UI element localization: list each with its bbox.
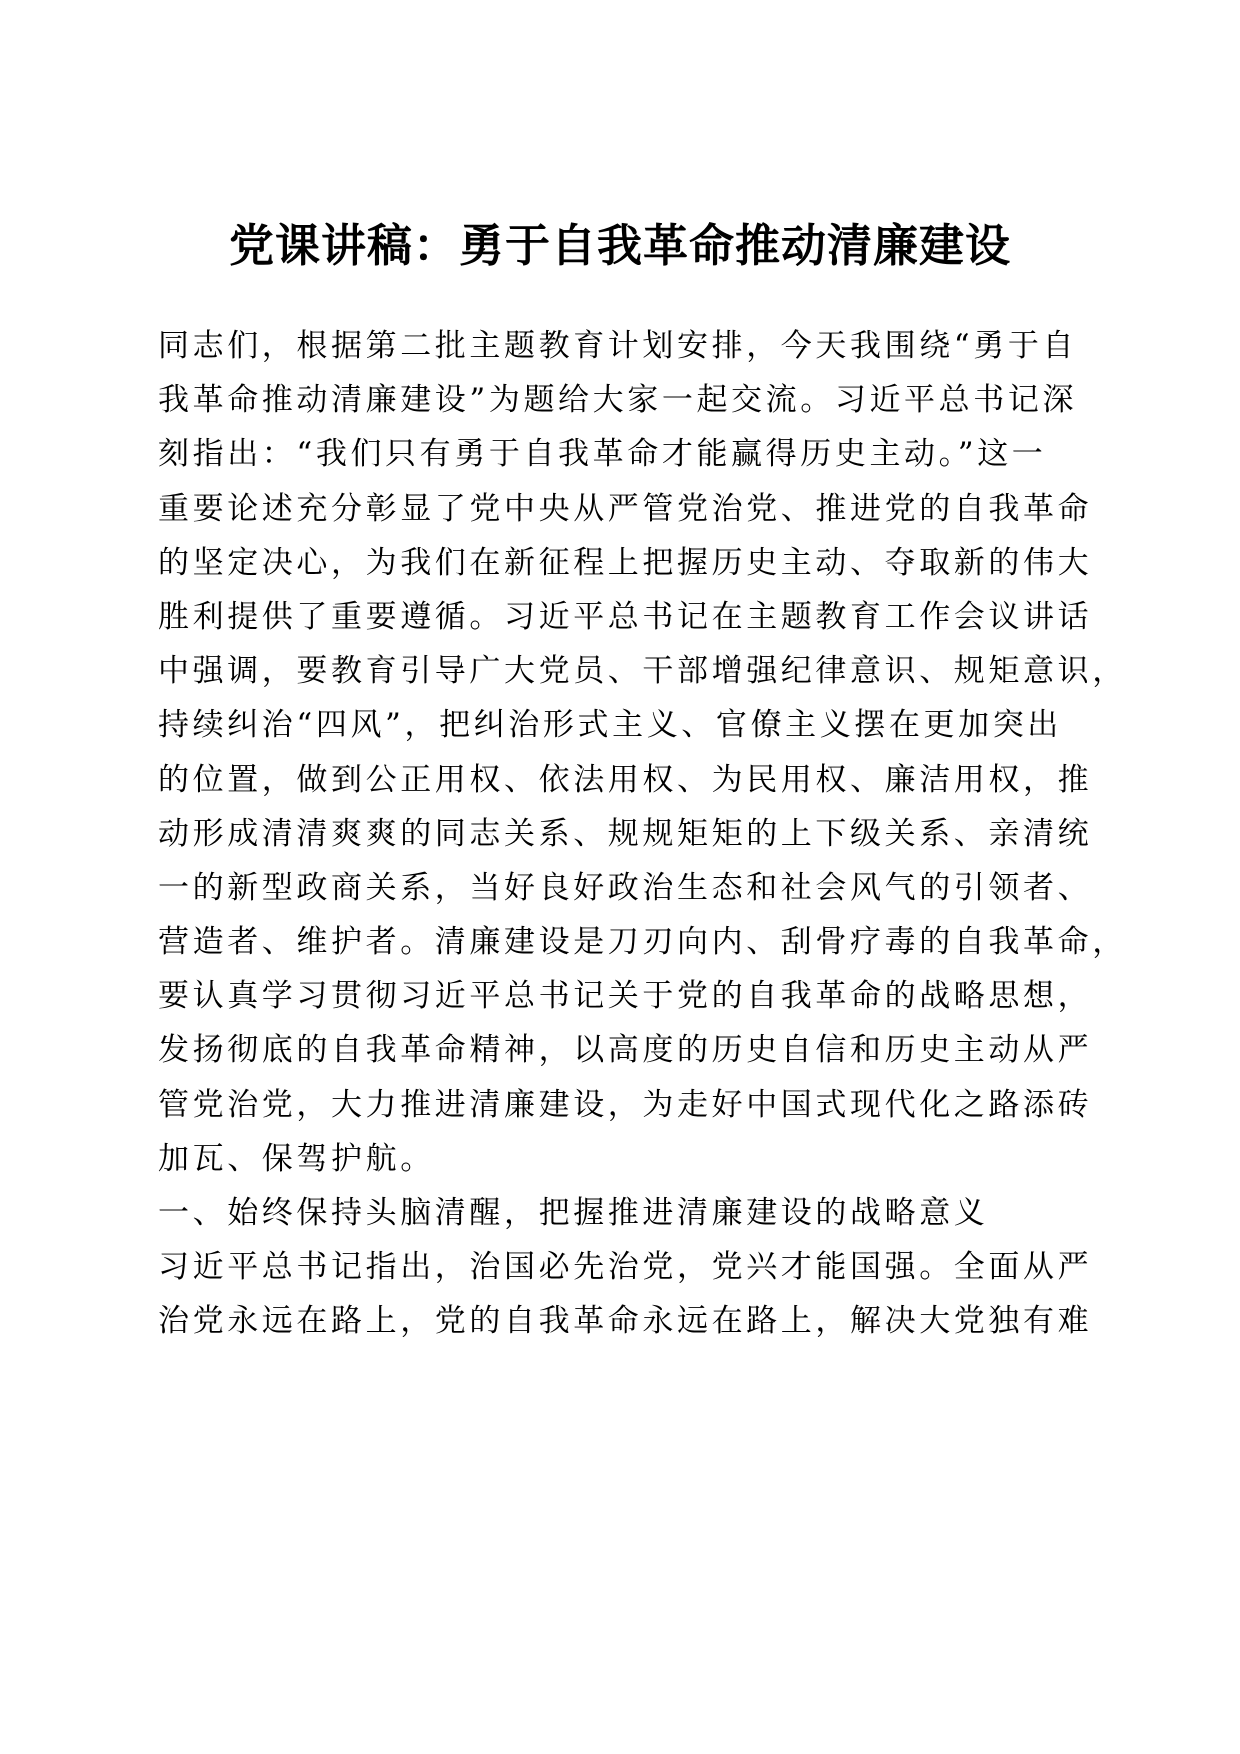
text-line: 动形成清清爽爽的同志关系、规规矩矩的上下级关系、亲清统	[158, 815, 1093, 852]
section-heading: 一、始终保持头脑清醒，把握推进清廉建设的战略意义	[158, 1195, 989, 1231]
document-body	[158, 319, 1127, 1349]
text-line: 治党永远在路上，党的自我革命永远在路上，解决大党独有难	[158, 1303, 1093, 1340]
text-line: 重要论述充分彰显了党中央从严管党治党、推进党的自我革命	[158, 490, 1093, 527]
document-title: 党课讲稿：勇于自我革命推动清廉建设	[228, 219, 1011, 272]
text-line: 胜利提供了重要遵循。习近平总书记在主题教育工作会议讲话	[158, 598, 1093, 635]
text-line: 同志们，根据第二批主题教育计划安排，今天我围绕“勇于自	[158, 328, 1078, 364]
text-line: 我革命推动清廉建设”为题给大家一起交流。习近平总书记深	[158, 382, 1078, 419]
text-line: 中强调，要教育引导广大党员、干部增强纪律意识、规矩意识，	[158, 653, 1127, 690]
text-line: 刻指出：“我们只有勇于自我革命才能赢得历史主动。”这一	[158, 436, 1047, 473]
text-line: 的坚定决心，为我们在新征程上把握历史主动、夺取新的伟大	[158, 544, 1093, 581]
text-line: 营造者、维护者。清廉建设是刀刃向内、刮骨疗毒的自我革命，	[158, 924, 1127, 961]
text-line: 要认真学习贯彻习近平总书记关于党的自我革命的战略思想，	[158, 978, 1093, 1015]
text-line: 一的新型政商关系，当好良好政治生态和社会风气的引领者、	[158, 869, 1093, 906]
text-line: 的位置，做到公正用权、依法用权、为民用权、廉洁用权，推	[158, 761, 1093, 798]
text-line: 管党治党，大力推进清廉建设，为走好中国式现代化之路添砖	[158, 1086, 1093, 1123]
text-line: 加瓦、保驾护航。	[158, 1140, 435, 1177]
text-line: 习近平总书记指出，治国必先治党，党兴才能国强。全面从严	[158, 1249, 1093, 1286]
text-line: 发扬彻底的自我革命精神，以高度的历史自信和历史主动从严	[158, 1032, 1093, 1069]
text-line: 持续纠治“四风”，把纠治形式主义、官僚主义摆在更加突出	[158, 707, 1062, 744]
